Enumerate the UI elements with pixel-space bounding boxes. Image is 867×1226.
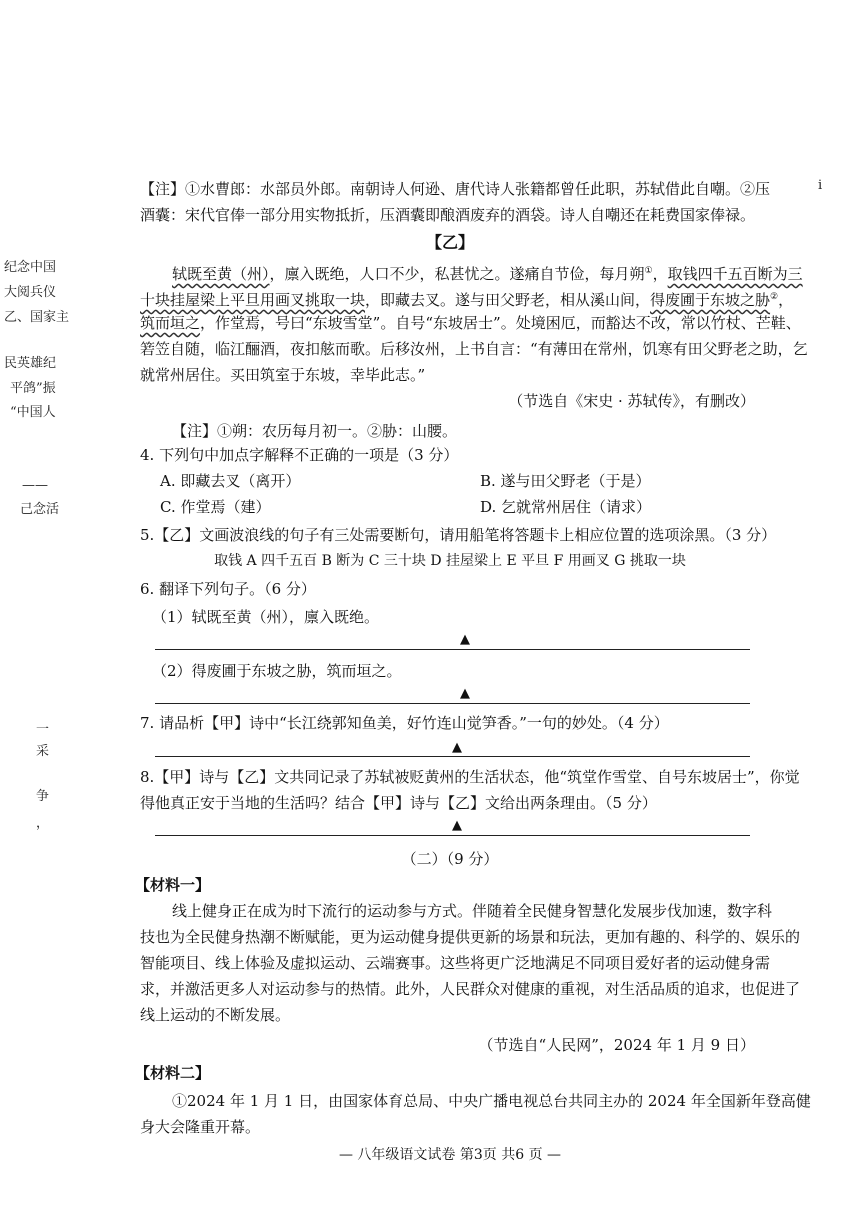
answer-line[interactable] xyxy=(155,835,750,836)
question-6-stem: 6. 翻译下列句子。（6 分） xyxy=(140,580,316,598)
answer-marker: ▲ xyxy=(460,632,470,647)
answer-marker: ▲ xyxy=(460,686,470,701)
material-2-heading: 【材料二】 xyxy=(135,1064,211,1082)
page-footer: — 八年级语文试卷 第3页 共6 页 — xyxy=(338,1147,562,1163)
margin-fragment: 乙、国家主 xyxy=(4,310,70,325)
answer-marker: ▲ xyxy=(452,818,462,833)
margin-fragment: 纪念中国 xyxy=(4,260,57,275)
passage-line-4: 箬笠自随，临江酾酒，夜扣舷而歌。后移汝州，上书自言：“有薄田在常州，饥寒有田父野老之助，乞 xyxy=(140,340,808,358)
wavy-text: 筑而垣之 xyxy=(140,314,201,332)
passage-line-5: 就常州居住。买田筑室于东坡，幸毕此志。” xyxy=(140,366,426,384)
wavy-text: 得废圃于东坡之胁 xyxy=(650,291,771,309)
question-4-option-d: D. 乞就常州居住（请求） xyxy=(480,498,652,516)
material-1-line: 技也为全民健身热潮不断赋能，更为运动健身提供更新的场景和玩法，更加有趣的、科学的、娱乐的 xyxy=(140,928,801,946)
question-5-stem: 5.【乙】文画波浪线的句子有三处需要断句，请用船笔将答题卡上相应位置的选项涂黑。（3 分） xyxy=(140,526,777,544)
note-jia-line2: 酒囊：宋代官俸一部分用实物抵折，压酒囊即酿酒废弃的酒袋。诗人自嘲还在耗费国家俸禄。 xyxy=(140,206,756,224)
question-4-option-c: C. 作堂焉（建） xyxy=(160,498,271,516)
material-2-line: 身大会隆重开幕。 xyxy=(140,1118,261,1136)
answer-marker: ▲ xyxy=(452,740,462,755)
question-6-sentence-2: （2）得废圃于东坡之胁，筑而垣之。 xyxy=(152,662,402,680)
question-8-line-1: 8.【甲】诗与【乙】文共同记录了苏轼被贬黄州的生活状态，他“筑堂作雪堂、自号东坡居士”，你觉 xyxy=(140,768,800,786)
material-1-line: 求，并激活更多人对运动参与的热情。此外，人民群众对健康的重视，对生活品质的追求，也促进了 xyxy=(140,980,801,998)
margin-fragment: i xyxy=(818,178,823,193)
margin-fragment: ， xyxy=(36,816,50,831)
passage-line-2: 十块挂屋梁上平旦用画叉挑取一块，即藏去叉。遂与田父野老，相从溪山间，得废圃于东坡之胁②， xyxy=(140,291,794,309)
question-4-option-a: A. 即藏去叉（离开） xyxy=(160,472,301,490)
passage-line-3: 筑而垣之，作堂焉，号曰“东坡雪堂”。自号“东坡居士”。处境困厄，而豁达不改，常以竹杖、芒鞋、 xyxy=(140,314,801,332)
source-yi: （节选自《宋史 · 苏轼传》，有删改） xyxy=(508,392,755,410)
margin-fragment: —— xyxy=(22,478,48,493)
margin-fragment: 大阅兵仪 xyxy=(4,285,57,300)
margin-fragment: 平鸽”振 xyxy=(10,381,56,396)
note-jia-line1: 【注】①水曹郎：水部员外郎。南朝诗人何逊、唐代诗人张籍都曾任此职，苏轼借此自嘲。②压 xyxy=(140,180,771,198)
material-2-line: ①2024 年 1 月 1 日，由国家体育总局、中央广播电视总台共同主办的 2024 年全国新年登高健 xyxy=(172,1092,811,1110)
question-8-line-2: 得他真正安于当地的生活吗？结合【甲】诗与【乙】文给出两条理由。（5 分） xyxy=(140,794,657,812)
margin-fragment: “中国人 xyxy=(10,405,56,420)
margin-fragment: 己念活 xyxy=(20,502,60,517)
section-2-heading: （二）（9 分） xyxy=(401,850,499,868)
question-4-option-b: B. 遂与田父野老（于是） xyxy=(480,472,651,490)
material-1-line: 线上运动的不断发展。 xyxy=(140,1006,291,1024)
wavy-text: 轼既至黄（州） xyxy=(172,265,270,283)
material-1-line: 线上健身正在成为时下流行的运动参与方式。伴随着全民健身智慧化发展步伐加速，数字科 xyxy=(172,902,773,920)
margin-fragment: 采 xyxy=(36,744,50,759)
wavy-text: 取钱四千五百断为三 xyxy=(667,265,803,283)
question-6-sentence-1: （1）轼既至黄（州），廪入既绝。 xyxy=(152,608,380,626)
margin-fragment: 民英雄纪 xyxy=(4,356,57,371)
question-5-options: 取钱 A 四千五百 B 断为 C 三十块 D 挂屋梁上 E 平旦 F 用画叉 G 挑取一块 xyxy=(214,553,686,569)
answer-line[interactable] xyxy=(155,649,750,650)
passage-line-1: 轼既至黄（州），廪入既绝，人口不少，私甚忧之。遂痛自节俭，每月朔①，取钱四千五百断为三 xyxy=(172,265,803,283)
section-yi-heading: 【乙】 xyxy=(425,233,474,252)
question-4-stem: 4. 下列句中加点字解释不正确的一项是（3 分） xyxy=(140,446,459,464)
material-1-source: （节选自“人民网”，2024 年 1 月 9 日） xyxy=(478,1036,755,1054)
answer-line[interactable] xyxy=(155,703,750,704)
material-1-line: 智能项目、线上体验及虚拟运动、云端赛事。这些将更广泛地满足不同项目爱好者的运动健身需 xyxy=(140,954,771,972)
margin-fragment: 一 xyxy=(36,722,50,737)
wavy-text: 十块挂屋梁上平旦用画叉挑取一块 xyxy=(140,291,366,309)
answer-line[interactable] xyxy=(155,756,750,757)
note-yi: 【注】①朔：农历每月初一。②胁：山腰。 xyxy=(172,422,458,440)
material-1-heading: 【材料一】 xyxy=(135,876,211,894)
question-7-stem: 7. 请品析【甲】诗中“长江绕郭知鱼美，好竹连山觉笋香。”一句的妙处。（4 分） xyxy=(140,714,669,732)
margin-fragment: 争 xyxy=(36,789,50,804)
